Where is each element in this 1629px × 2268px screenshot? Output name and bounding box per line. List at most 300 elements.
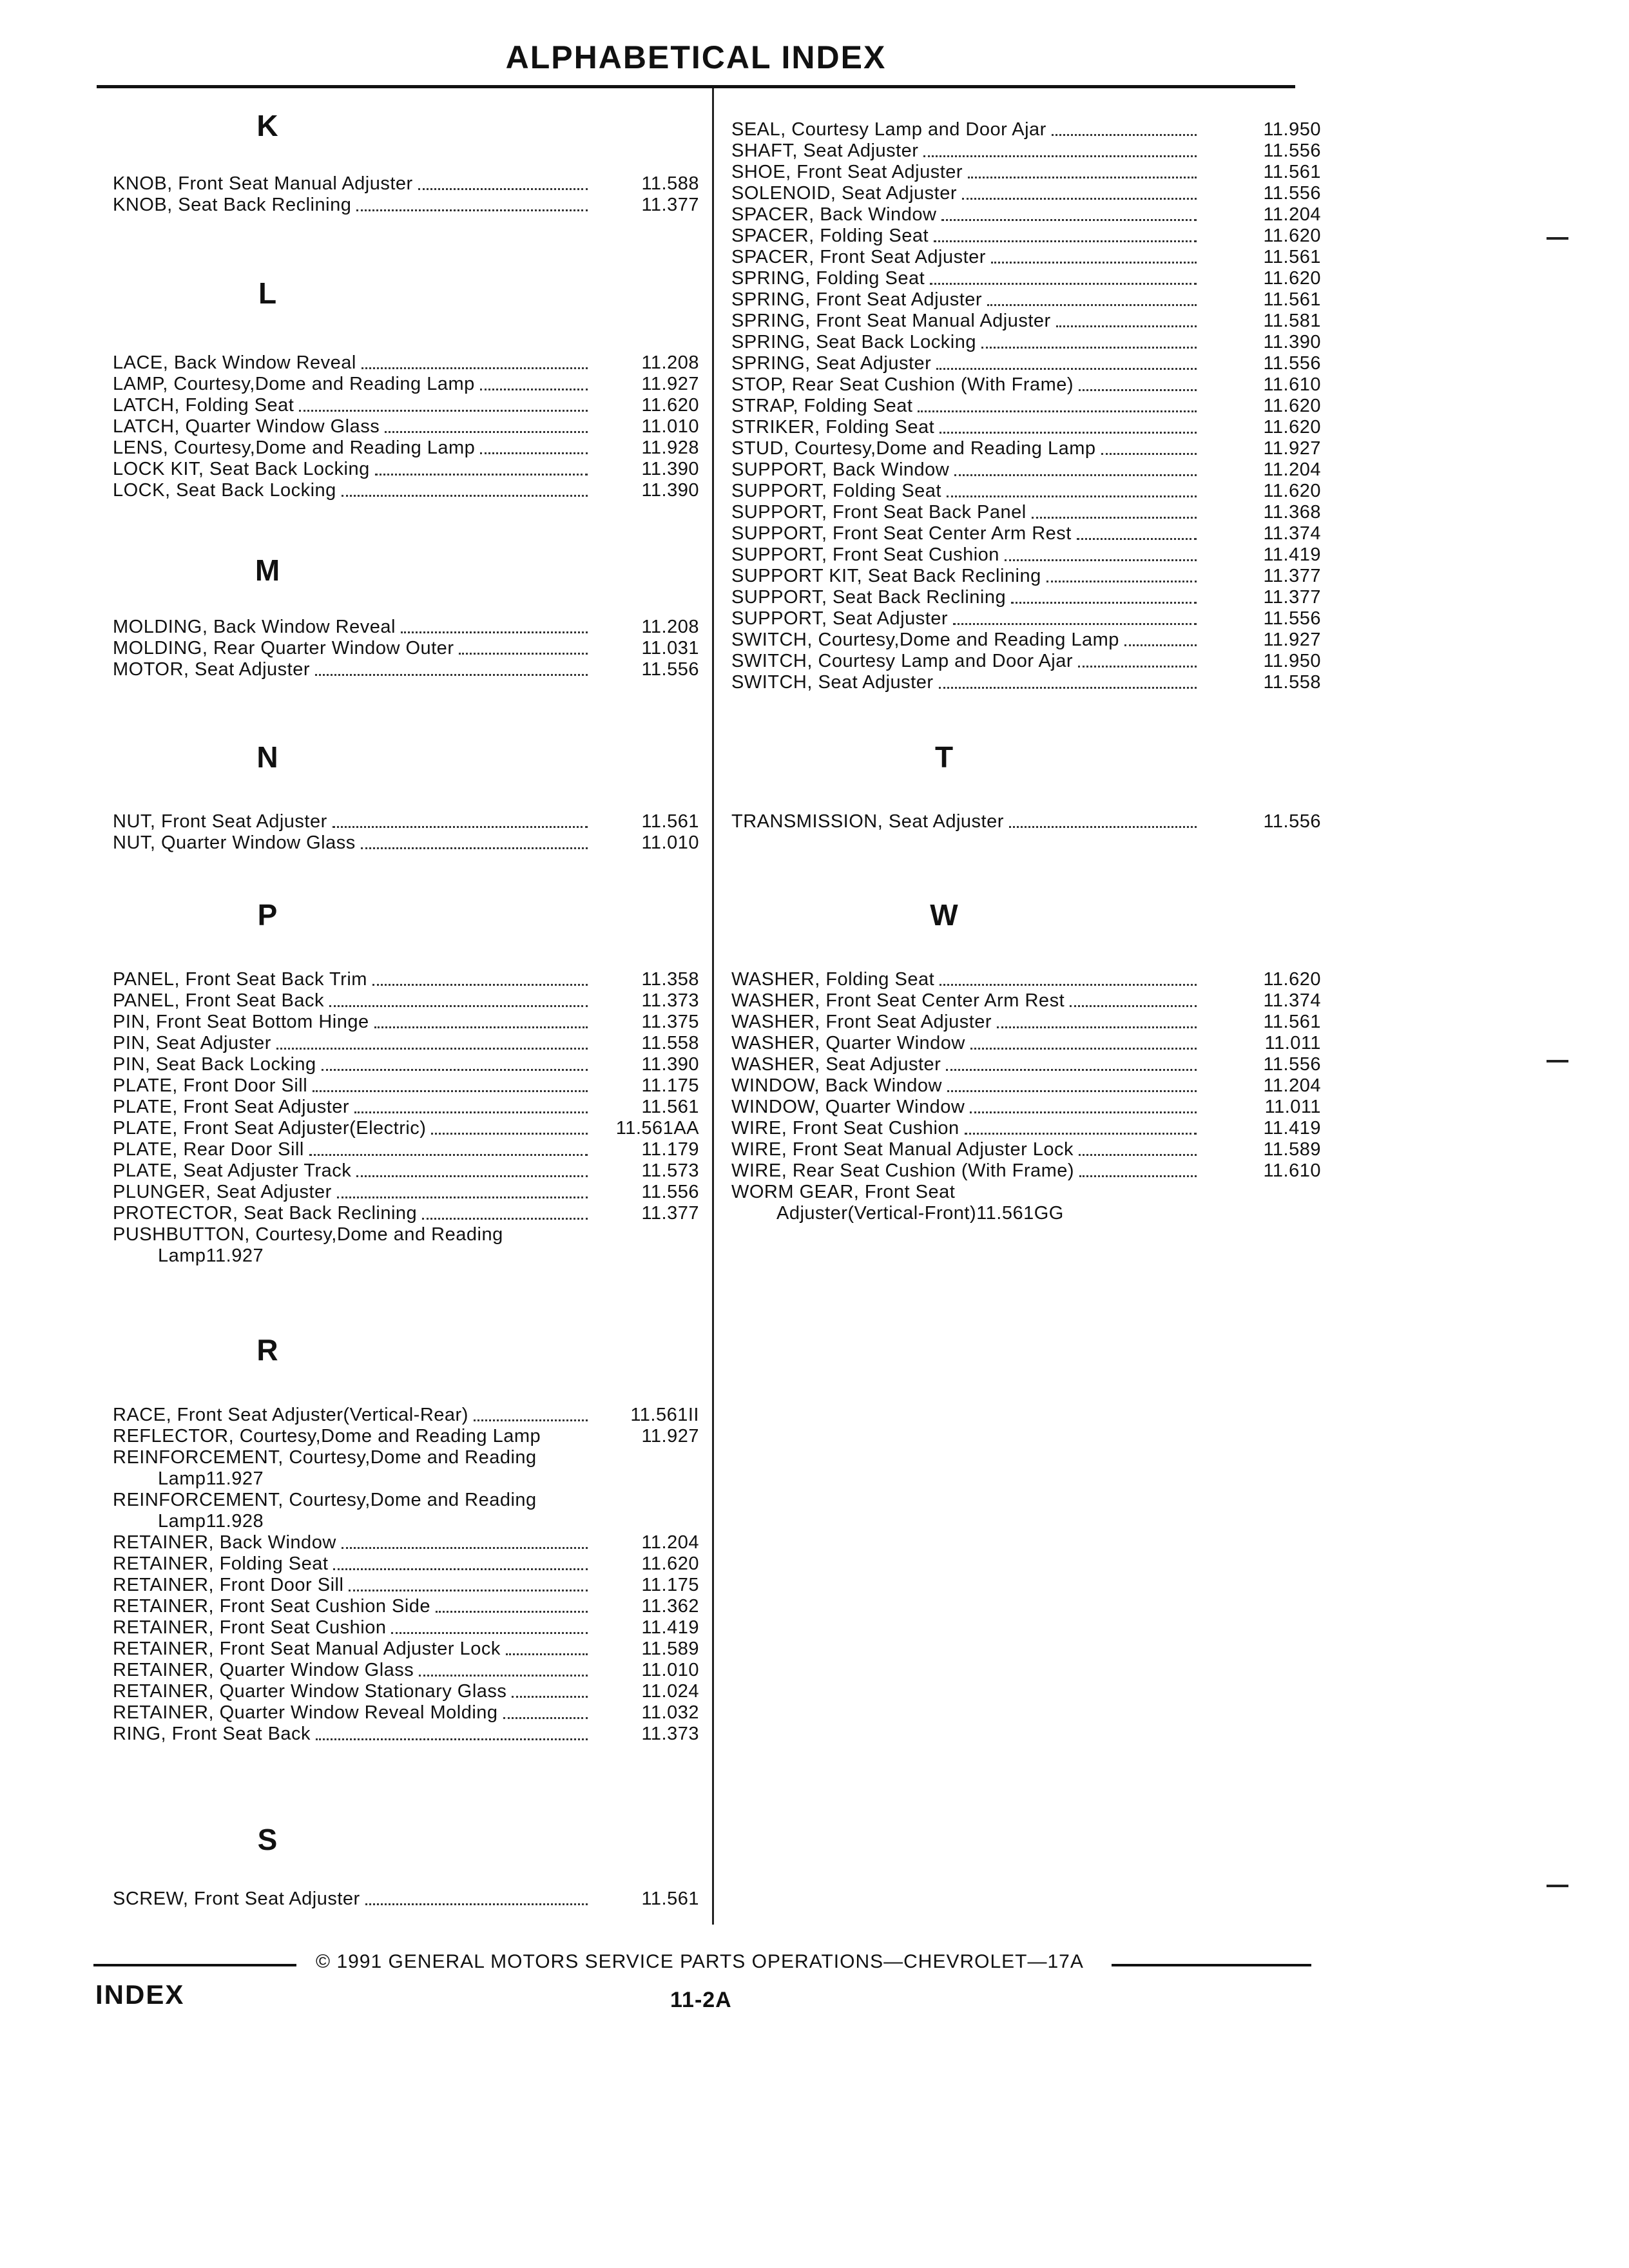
entry-name: NUT, Front Seat Adjuster xyxy=(113,811,327,832)
dot-leader xyxy=(968,177,1197,178)
entry-page-ref: 11.620 xyxy=(641,1553,699,1574)
entry-continuation-line xyxy=(113,1245,699,1267)
entry-page-ref: 11.620 xyxy=(1263,396,1321,416)
dot-leader xyxy=(459,653,588,655)
entry-page-ref: 11.175 xyxy=(641,1075,699,1096)
dot-leader xyxy=(299,410,588,412)
entry-page-ref: 11.620 xyxy=(1263,417,1321,437)
entry-name: RETAINER, Front Door Sill xyxy=(113,1575,344,1595)
entry-name: RETAINER, Front Seat Cushion Side xyxy=(113,1596,431,1617)
index-entry xyxy=(731,311,1321,332)
index-entry xyxy=(731,1054,1321,1075)
entry-name: SEAL, Courtesy Lamp and Door Ajar xyxy=(731,119,1046,140)
entry-name: SUPPORT, Folding Seat xyxy=(731,481,941,501)
section-letter: P xyxy=(257,898,278,932)
index-entry xyxy=(113,1617,699,1639)
entry-page-ref: 11.561 xyxy=(641,1097,699,1117)
entry-page-ref: 11.556 xyxy=(641,1182,699,1202)
entry-name: SPACER, Front Seat Adjuster xyxy=(731,247,986,267)
entry-name: RETAINER, Front Seat Manual Adjuster Lock xyxy=(113,1639,501,1659)
dot-leader xyxy=(934,240,1197,242)
entry-name: PIN, Seat Adjuster xyxy=(113,1033,271,1053)
index-entry xyxy=(113,811,699,832)
dot-leader xyxy=(1101,453,1197,455)
dot-leader xyxy=(372,984,588,986)
entry-name: NUT, Quarter Window Glass xyxy=(113,832,356,853)
index-entry xyxy=(113,1075,699,1097)
entry-name: SWITCH, Seat Adjuster xyxy=(731,672,934,693)
index-entry xyxy=(731,481,1321,502)
entry-name: LATCH, Folding Seat xyxy=(113,395,294,416)
section-letter: N xyxy=(256,740,278,774)
entry-name: RETAINER, Front Seat Cushion xyxy=(113,1617,387,1638)
dot-leader xyxy=(315,674,588,676)
index-entry xyxy=(731,162,1321,183)
dot-leader xyxy=(512,1696,588,1698)
entry-name: STRAP, Folding Seat xyxy=(731,396,913,416)
entry-page-ref: 11.589 xyxy=(641,1639,699,1659)
dot-leader xyxy=(936,368,1197,370)
entry-name: LOCK, Seat Back Locking xyxy=(113,480,336,501)
index-entry xyxy=(113,416,699,437)
entry-page-ref: 11.928 xyxy=(641,437,699,458)
index-entry xyxy=(731,1033,1321,1054)
dot-leader xyxy=(391,1632,588,1634)
entry-page-ref: 11.620 xyxy=(1263,226,1321,246)
entry-page-ref: 11.556 xyxy=(1263,183,1321,204)
entry-name: PUSHBUTTON, Courtesy,Dome and Reading xyxy=(113,1224,503,1245)
entry-name: RETAINER, Quarter Window Stationary Glass xyxy=(113,1681,507,1702)
margin-tick-mark xyxy=(1547,1060,1568,1062)
index-entry xyxy=(731,1160,1321,1182)
dot-leader xyxy=(356,1175,588,1177)
dot-leader xyxy=(480,452,588,454)
page-title: ALPHABETICAL INDEX xyxy=(505,39,887,75)
entry-name: PROTECTOR, Seat Back Reclining xyxy=(113,1203,418,1224)
index-entry xyxy=(113,1639,699,1660)
index-entry xyxy=(113,1553,699,1575)
dot-leader xyxy=(365,1903,588,1905)
index-entry xyxy=(113,1490,699,1532)
index-entry xyxy=(731,353,1321,374)
index-entry-list xyxy=(731,119,1321,693)
index-section-n xyxy=(113,739,699,853)
entry-name: PLATE, Front Seat Adjuster(Electric) xyxy=(113,1118,427,1139)
entry-page-ref: 11.927 xyxy=(1263,629,1321,650)
index-entry xyxy=(731,1097,1321,1118)
index-entry xyxy=(731,247,1321,268)
entry-page-ref: 11.927 xyxy=(641,374,699,394)
entry-page-ref: 11.204 xyxy=(641,1532,699,1553)
entry-page-ref: 11.588 xyxy=(641,173,699,194)
entry-page-ref: 11.556 xyxy=(1263,811,1321,832)
entry-name: RACE, Front Seat Adjuster(Vertical-Rear) xyxy=(113,1405,468,1425)
index-entry xyxy=(113,1182,699,1203)
entry-page-ref: 11.561 xyxy=(1263,1012,1321,1032)
index-entry xyxy=(113,1702,699,1724)
entry-name: TRANSMISSION, Seat Adjuster xyxy=(731,811,1004,832)
dot-leader xyxy=(316,1738,588,1740)
entry-page-ref: 11.927 xyxy=(1263,438,1321,459)
entry-name: SPRING, Front Seat Manual Adjuster xyxy=(731,311,1051,331)
index-entry xyxy=(731,672,1321,693)
dot-leader xyxy=(349,1590,588,1591)
footer-rule-right xyxy=(1112,1964,1311,1966)
entry-page-ref: 11.561 xyxy=(641,811,699,832)
entry-page-ref: 11.179 xyxy=(641,1139,699,1160)
entry-name: WASHER, Seat Adjuster xyxy=(731,1054,941,1075)
entry-name: SPACER, Folding Seat xyxy=(731,226,929,246)
index-entry xyxy=(731,608,1321,629)
entry-name: SPRING, Folding Seat xyxy=(731,268,925,289)
entry-page-ref: 11.377 xyxy=(641,195,699,215)
index-entry xyxy=(731,587,1321,608)
entry-name: SPRING, Front Seat Adjuster xyxy=(731,289,983,310)
entry-page-ref: 11.927 xyxy=(206,1245,264,1266)
index-entry xyxy=(113,1033,699,1054)
dot-leader xyxy=(1124,644,1197,646)
entry-page-ref: 11.556 xyxy=(1263,140,1321,161)
entry-name: PANEL, Front Seat Back Trim xyxy=(113,969,367,990)
index-entry xyxy=(113,1447,699,1490)
entry-page-ref: 11.558 xyxy=(641,1033,699,1053)
page-number: 11-2A xyxy=(670,1988,732,2012)
entry-name: PLUNGER, Seat Adjuster xyxy=(113,1182,332,1202)
dot-leader xyxy=(401,631,588,633)
index-entry xyxy=(731,1139,1321,1160)
index-entry xyxy=(113,832,699,854)
entry-page-ref: 11.581 xyxy=(1263,311,1321,331)
dot-leader xyxy=(947,495,1197,497)
copyright-notice: © 1991 GENERAL MOTORS SERVICE PARTS OPERATIONS—CHEVROLET—17A xyxy=(316,1951,1084,1972)
column-divider xyxy=(712,88,714,1925)
entry-page-ref: 11.204 xyxy=(1263,204,1321,225)
entry-page-ref: 11.620 xyxy=(1263,268,1321,289)
index-entry xyxy=(113,1012,699,1033)
entry-page-ref: 11.390 xyxy=(641,480,699,501)
entry-name: SUPPORT, Seat Back Reclining xyxy=(731,587,1007,608)
dot-leader xyxy=(342,495,588,497)
entry-name: RING, Front Seat Back xyxy=(113,1724,311,1744)
index-entry-list xyxy=(113,1405,699,1745)
index-entry xyxy=(731,523,1321,544)
entry-name: LAMP, Courtesy,Dome and Reading Lamp xyxy=(113,374,475,394)
index-entry xyxy=(731,140,1321,162)
dot-leader xyxy=(333,1568,588,1570)
dot-leader xyxy=(506,1653,588,1655)
index-entry xyxy=(113,1532,699,1553)
index-entry xyxy=(113,352,699,374)
index-entry xyxy=(731,1012,1321,1033)
dot-leader xyxy=(940,984,1197,986)
dot-leader xyxy=(474,1419,588,1421)
margin-tick-mark xyxy=(1547,1885,1568,1887)
dot-leader xyxy=(987,304,1197,306)
entry-name: PIN, Front Seat Bottom Hinge xyxy=(113,1012,369,1032)
entry-page-ref: 11.377 xyxy=(641,1203,699,1224)
entry-page-ref: 11.208 xyxy=(641,617,699,637)
entry-page-ref: 11.950 xyxy=(1263,119,1321,140)
dot-leader xyxy=(342,1547,588,1549)
dot-leader xyxy=(374,1026,588,1028)
entry-page-ref: 11.390 xyxy=(1263,332,1321,352)
entry-name: PLATE, Seat Adjuster Track xyxy=(113,1160,352,1181)
entry-page-ref: 11.368 xyxy=(1263,502,1321,523)
header-rule xyxy=(97,85,1295,88)
section-letter: S xyxy=(257,1823,278,1856)
index-entry xyxy=(113,374,699,395)
entry-page-ref: 11.927 xyxy=(641,1426,699,1446)
entry-page-ref: 11.561II xyxy=(630,1405,699,1425)
entry-page-ref: 11.620 xyxy=(641,395,699,416)
dot-leader xyxy=(1079,1175,1197,1177)
entry-name: SUPPORT KIT, Seat Back Reclining xyxy=(731,566,1041,586)
entry-name-continuation: Lamp xyxy=(158,1511,206,1532)
index-entry-list xyxy=(113,811,699,854)
index-entry-list xyxy=(731,969,1321,1224)
index-entry xyxy=(113,459,699,480)
index-entry xyxy=(113,173,699,195)
index-entry xyxy=(113,1724,699,1745)
index-entry xyxy=(113,1160,699,1182)
dot-leader xyxy=(939,687,1197,689)
entry-name-continuation: Lamp xyxy=(158,1245,206,1266)
entry-page-ref: 11.573 xyxy=(641,1160,699,1181)
entry-page-ref: 11.373 xyxy=(641,990,699,1011)
entry-name: WASHER, Front Seat Adjuster xyxy=(731,1012,992,1032)
entry-page-ref: 11.032 xyxy=(641,1702,699,1723)
index-entry xyxy=(113,1426,699,1447)
entry-page-ref: 11.419 xyxy=(1263,1118,1321,1139)
entry-page-ref: 11.204 xyxy=(1263,1075,1321,1096)
dot-leader xyxy=(991,262,1197,264)
index-section-k xyxy=(113,108,699,215)
entry-name: SUPPORT, Front Seat Cushion xyxy=(731,544,999,565)
dot-leader xyxy=(918,410,1197,412)
entry-continuation-line xyxy=(113,1468,699,1490)
index-entry xyxy=(731,1182,1321,1224)
index-entry xyxy=(731,204,1321,226)
entry-name: RETAINER, Folding Seat xyxy=(113,1553,329,1574)
index-entry xyxy=(731,374,1321,396)
margin-tick-mark xyxy=(1547,237,1568,240)
entry-page-ref: 11.031 xyxy=(641,638,699,658)
dot-leader xyxy=(923,155,1197,157)
entry-name: SUPPORT, Front Seat Back Panel xyxy=(731,502,1027,523)
entry-continuation-line xyxy=(731,1203,1321,1224)
index-entry xyxy=(113,1681,699,1702)
entry-page-ref: 11.358 xyxy=(641,969,699,990)
entry-page-ref: 11.390 xyxy=(641,459,699,479)
entry-page-ref: 11.175 xyxy=(641,1575,699,1595)
dot-leader xyxy=(313,1090,588,1092)
dot-leader xyxy=(981,347,1197,349)
entry-name: SUPPORT, Seat Adjuster xyxy=(731,608,949,629)
dot-leader xyxy=(947,1090,1197,1092)
index-entry xyxy=(731,459,1321,481)
index-entry xyxy=(731,332,1321,353)
dot-leader xyxy=(422,1218,588,1220)
entry-page-ref: 11.561GG xyxy=(976,1203,1064,1224)
entry-page-ref: 11.010 xyxy=(641,832,699,853)
index-section-t xyxy=(731,739,1321,832)
index-entry-list xyxy=(113,352,699,501)
dot-leader xyxy=(965,1133,1197,1135)
index-entry xyxy=(113,1118,699,1139)
entry-name: LATCH, Quarter Window Glass xyxy=(113,416,380,437)
entry-page-ref: 11.362 xyxy=(641,1596,699,1617)
dot-leader xyxy=(309,1154,588,1156)
dot-leader xyxy=(361,847,588,849)
entry-name: WIRE, Rear Seat Cushion (With Frame) xyxy=(731,1160,1075,1181)
entry-name: SHOE, Front Seat Adjuster xyxy=(731,162,963,182)
dot-leader xyxy=(503,1717,588,1719)
entry-name: PIN, Seat Back Locking xyxy=(113,1054,316,1075)
entry-page-ref: 11.419 xyxy=(641,1617,699,1638)
dot-leader xyxy=(970,1048,1197,1050)
index-entry xyxy=(731,544,1321,566)
entry-name: SOLENOID, Seat Adjuster xyxy=(731,183,957,204)
index-section-w xyxy=(731,897,1321,1224)
entry-page-ref: 11.561 xyxy=(1263,247,1321,267)
index-entry xyxy=(113,1405,699,1426)
index-entry xyxy=(731,417,1321,438)
index-entry xyxy=(113,1660,699,1681)
index-entry xyxy=(731,629,1321,651)
dot-leader xyxy=(1079,1154,1197,1156)
dot-leader xyxy=(941,219,1197,221)
entry-page-ref: 11.620 xyxy=(1263,481,1321,501)
entry-page-ref: 11.373 xyxy=(641,1724,699,1744)
index-entry xyxy=(731,268,1321,289)
dot-leader xyxy=(1009,826,1197,828)
entry-page-ref: 11.556 xyxy=(641,659,699,680)
dot-leader xyxy=(930,283,1197,285)
entry-name: WORM GEAR, Front Seat xyxy=(731,1182,956,1202)
entry-name: SUPPORT, Front Seat Center Arm Rest xyxy=(731,523,1072,544)
entry-name: SPACER, Back Window xyxy=(731,204,937,225)
entry-page-ref: 11.010 xyxy=(641,416,699,437)
dot-leader xyxy=(385,431,588,433)
entry-name: SUPPORT, Back Window xyxy=(731,459,950,480)
entry-page-ref: 11.374 xyxy=(1263,990,1321,1011)
entry-name: MOLDING, Back Window Reveal xyxy=(113,617,396,637)
entry-name: WASHER, Quarter Window xyxy=(731,1033,965,1053)
entry-name: RETAINER, Quarter Window Reveal Molding xyxy=(113,1702,498,1723)
dot-leader xyxy=(418,188,588,190)
entry-name: LOCK KIT, Seat Back Locking xyxy=(113,459,370,479)
dot-leader xyxy=(436,1611,588,1613)
dot-leader xyxy=(1070,1005,1197,1007)
entry-page-ref: 11.620 xyxy=(1263,969,1321,990)
entry-name: SHAFT, Seat Adjuster xyxy=(731,140,919,161)
index-section-p xyxy=(113,897,699,1266)
entry-page-ref: 11.561AA xyxy=(615,1118,699,1139)
entry-name: STRIKER, Folding Seat xyxy=(731,417,935,437)
index-section-l xyxy=(113,275,699,501)
index-entry xyxy=(731,183,1321,204)
index-entry xyxy=(113,195,699,216)
entry-name: STOP, Rear Seat Cushion (With Frame) xyxy=(731,374,1074,395)
index-entry xyxy=(731,1075,1321,1097)
index-entry xyxy=(731,396,1321,417)
entry-page-ref: 11.024 xyxy=(641,1681,699,1702)
entry-page-ref: 11.390 xyxy=(641,1054,699,1075)
index-entry-list xyxy=(113,969,699,1267)
index-entry xyxy=(113,659,699,680)
section-label: INDEX xyxy=(95,1979,185,2010)
index-entry-list xyxy=(113,173,699,216)
index-section-m xyxy=(113,552,699,680)
entry-name: REFLECTOR, Courtesy,Dome and Reading Lamp xyxy=(113,1426,541,1446)
section-letter: T xyxy=(934,740,954,774)
entry-name: SCREW, Front Seat Adjuster xyxy=(113,1888,360,1909)
section-letter: L xyxy=(258,276,277,310)
entry-page-ref: 11.556 xyxy=(1263,608,1321,629)
dot-leader xyxy=(1079,389,1197,391)
dot-leader xyxy=(1052,134,1197,136)
index-entry xyxy=(113,480,699,501)
dot-leader xyxy=(329,1005,588,1007)
entry-name: PLATE, Front Door Sill xyxy=(113,1075,308,1096)
entry-name: SPRING, Seat Back Locking xyxy=(731,332,976,352)
entry-name: STUD, Courtesy,Dome and Reading Lamp xyxy=(731,438,1096,459)
entry-name-continuation: Lamp xyxy=(158,1468,206,1489)
entry-page-ref: 11.561 xyxy=(1263,289,1321,310)
entry-name: WASHER, Front Seat Center Arm Rest xyxy=(731,990,1065,1011)
footer-rule-left xyxy=(93,1964,296,1966)
dot-leader xyxy=(1046,581,1197,582)
entry-page-ref: 11.589 xyxy=(1263,1139,1321,1160)
dot-leader xyxy=(954,474,1197,476)
entry-name: SWITCH, Courtesy Lamp and Door Ajar xyxy=(731,651,1074,671)
index-entry xyxy=(113,969,699,990)
index-entry xyxy=(113,617,699,638)
entry-name: PLATE, Rear Door Sill xyxy=(113,1139,304,1160)
entry-name-continuation: Adjuster(Vertical-Front) xyxy=(776,1203,977,1224)
dot-leader xyxy=(970,1111,1197,1113)
entry-name: WIRE, Front Seat Cushion xyxy=(731,1118,959,1139)
dot-leader xyxy=(1011,602,1197,604)
index-entry xyxy=(731,502,1321,523)
dot-leader xyxy=(946,1069,1197,1071)
entry-page-ref: 11.419 xyxy=(1263,544,1321,565)
index-entry xyxy=(731,1118,1321,1139)
index-entry xyxy=(113,1097,699,1118)
section-letter: R xyxy=(256,1333,278,1367)
index-entry xyxy=(731,226,1321,247)
entry-name: REINFORCEMENT, Courtesy,Dome and Reading xyxy=(113,1490,537,1510)
entry-name: SPRING, Seat Adjuster xyxy=(731,353,932,374)
entry-name: WINDOW, Quarter Window xyxy=(731,1097,965,1117)
entry-page-ref: 11.010 xyxy=(641,1660,699,1680)
entry-page-ref: 11.011 xyxy=(1264,1097,1321,1117)
index-entry xyxy=(113,395,699,416)
entry-name: WINDOW, Back Window xyxy=(731,1075,942,1096)
entry-name: MOLDING, Rear Quarter Window Outer xyxy=(113,638,454,658)
index-entry xyxy=(113,1054,699,1075)
entry-name: RETAINER, Quarter Window Glass xyxy=(113,1660,414,1680)
entry-page-ref: 11.374 xyxy=(1263,523,1321,544)
section-letter: M xyxy=(255,553,280,587)
entry-page-ref: 11.561 xyxy=(641,1888,699,1909)
index-entry xyxy=(113,1575,699,1596)
index-entry xyxy=(113,1224,699,1267)
index-entry xyxy=(731,566,1321,587)
entry-page-ref: 11.610 xyxy=(1263,374,1321,395)
entry-name: KNOB, Seat Back Reclining xyxy=(113,195,352,215)
dot-leader xyxy=(1077,538,1197,540)
